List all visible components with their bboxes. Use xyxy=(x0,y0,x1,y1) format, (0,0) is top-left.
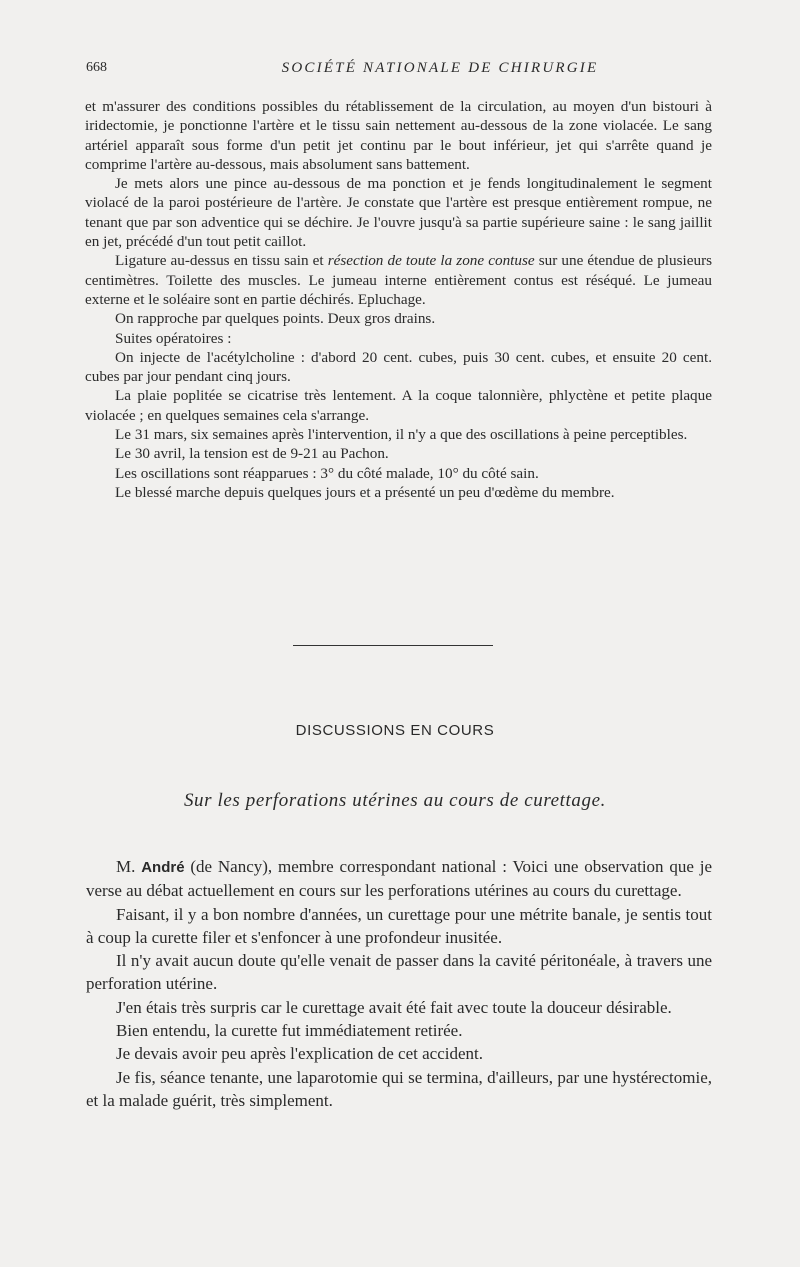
discussion-title: Sur les perforations utérines au cours de curettage. xyxy=(183,790,607,811)
case-report-continuation xyxy=(85,97,712,502)
paragraph: Je mets alors une pince au-dessous de ma ponction et je fends longitudinalement le segment violacé de la paroi postérieure de l'artère. Je constate que l'artère est presque entièrement rompue, ne tenant que par son adventice qui se déchire. Je l'ouvre jusqu'à sa partie supérieure saine : le sang jaillit en jet, précédé d'un tout petit caillot. xyxy=(85,175,712,251)
paragraph-text: (de Nancy), membre correspondant national : Voici une observation que je verse au débat actuellement en cours sur les perforations utérines au cours du curettage. xyxy=(86,857,712,901)
paragraph-text: Ligature au-dessus en tissu sain et xyxy=(115,252,324,270)
paragraph: Je devais avoir peu après l'explication de cet accident. xyxy=(116,1044,483,1064)
paragraph: Suites opératoires : xyxy=(115,329,232,347)
paragraph: On rapproche par quelques points. Deux gros drains. xyxy=(115,310,436,328)
paragraph: Faisant, il y a bon nombre d'années, un curettage pour une métrite banale, je sentis tout à coup la curette filer et s'enfoncer à une profondeur inusitée. xyxy=(86,904,712,947)
author-prefix: M. xyxy=(116,857,136,876)
paragraph: Il n'y avait aucun doute qu'elle venait de passer dans la cavité péritonéale, à travers une perforation utérine. xyxy=(86,951,712,994)
discussion-body xyxy=(86,855,712,1112)
paragraph: et m'assurer des conditions possibles du rétablissement de la circulation, au moyen d'un bistouri à iridectomie, je ponctionne l'artère et le tissu sain nettement au-dessous de la zone violacée. Le sang artériel apparaît sous forme d'un petit jet continu par le bout inférieur, jet qui s'arrête quand je comprime l'artère au-dessous, mais absolument sans battement. xyxy=(85,98,712,173)
section-divider xyxy=(293,645,493,646)
paragraph: Le 30 avril, la tension est de 9-21 au Pachon. xyxy=(115,445,389,463)
paragraph: Le blessé marche depuis quelques jours et a présenté un peu d'œdème du membre. xyxy=(115,483,615,501)
author-name: André xyxy=(141,859,185,876)
paragraph xyxy=(85,251,712,309)
paragraph: La plaie poplitée se cicatrise très lentement. A la coque talonnière, phlyctène et petite plaque violacée ; en quelques semaines cela s'arrange. xyxy=(85,387,712,424)
running-title: SOCIÉTÉ NATIONALE DE CHIRURGIE xyxy=(281,60,599,76)
page-header xyxy=(0,60,800,84)
paragraph: J'en étais très surpris car le curettage avait été fait avec toute la douceur désirable. xyxy=(116,997,672,1017)
paragraph: Le 31 mars, six semaines après l'intervention, il n'y a que des oscillations à peine perceptibles. xyxy=(115,426,688,444)
page-number: 668 xyxy=(86,60,107,75)
paragraph: Bien entendu, la curette fut immédiatement retirée. xyxy=(116,1021,463,1041)
paragraph-text: sur une étendue de plusieurs centimètres. Toilette des muscles. Le jumeau interne entièrement contus est réséqué. Le jumeau externe et le soléaire sont en partie déchirés. Epluchage. xyxy=(85,252,713,308)
paragraph: On injecte de l'acétylcholine : d'abord 20 cent. cubes, puis 30 cent. cubes, et ensuite 20 cent. cubes par jour pendant cinq jours. xyxy=(85,348,712,386)
emphasis-text: résection de toute la zone contuse xyxy=(327,252,535,270)
paragraph: Les oscillations sont réapparues : 3° du côté malade, 10° du côté sain. xyxy=(115,464,539,482)
paragraph: Je fis, séance tenante, une laparotomie qui se termina, d'ailleurs, par une hystérectomie, et la malade guérit, très simplement. xyxy=(86,1067,712,1110)
section-heading: DISCUSSIONS EN COURS xyxy=(295,722,495,739)
paragraph xyxy=(86,855,712,903)
